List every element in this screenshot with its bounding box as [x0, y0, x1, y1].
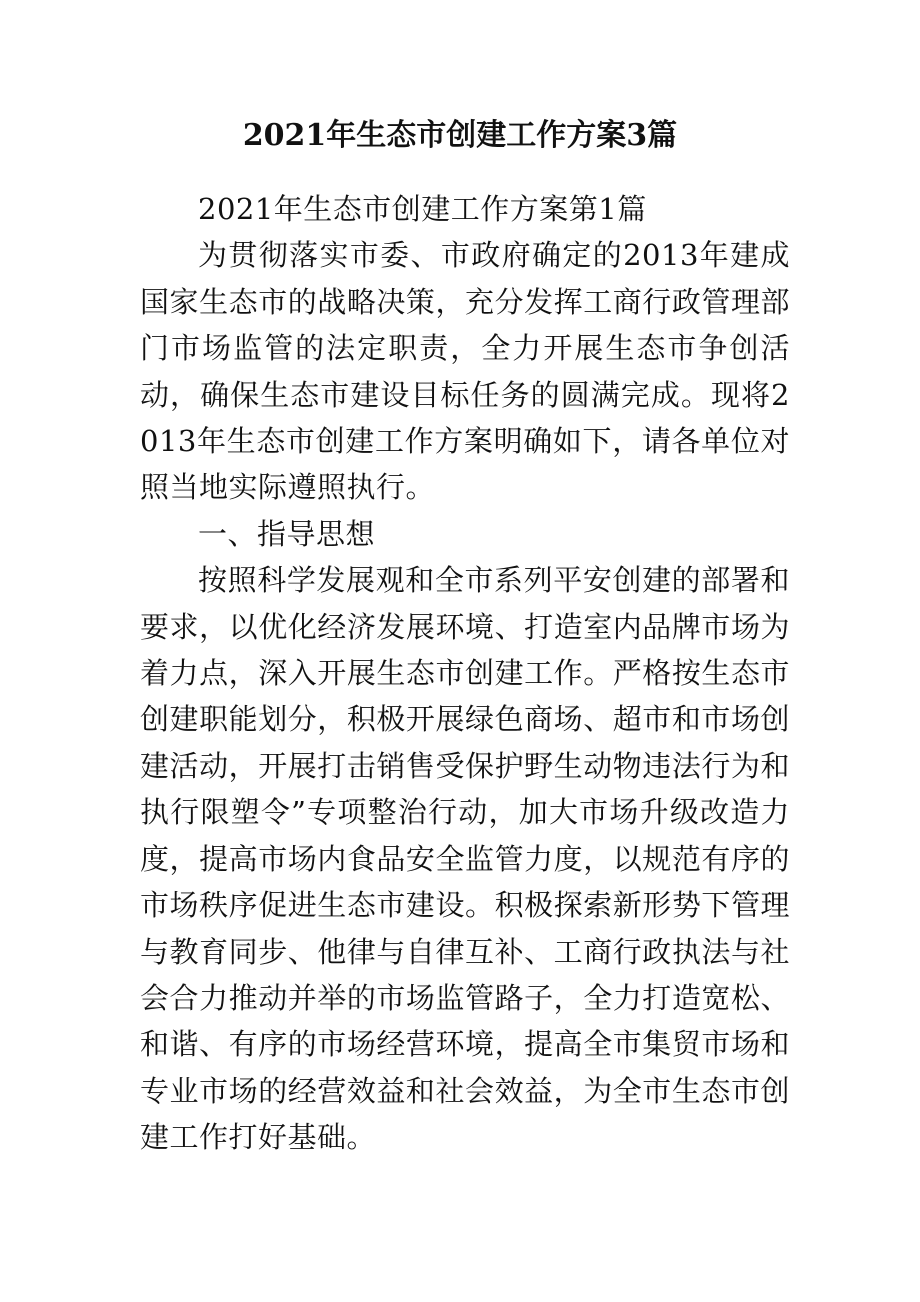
- section-heading-plan-1: 2021年生态市创建工作方案第1篇: [198, 192, 647, 226]
- intro-paragraph: 为贯彻落实市委、市政府确定的2013年建成国家生态市的战略决策，充分发挥工商行政管理部门市场监管的法定职责，全力开展生态市争创活动，确保生态市建设目标任务的圆满完成。现将2013年生态市创建工作方案明确如下，请各单位对照当地实际遵照执行。: [140, 238, 790, 505]
- guiding-ideology-paragraph: 按照科学发展观和全市系列平安创建的部署和要求，以优化经济发展环境、打造室内品牌市场为着力点，深入开展生态市创建工作。严格按生态市创建职能划分，积极开展绿色商场、超市和市场创建活动，开展打击销售受保护野生动物违法行为和执行限塑令”专项整治行动，加大市场升级改造力度，提高市场内食品安全监管力度，以规范有序的市场秩序促进生态市建设。积极探索新形势下管理与教育同步、他律与自律互补、工商行政执法与社会合力推动并举的市场监管路子，全力打造宽松、和谐、有序的市场经营环境，提高全市集贸市场和专业市场的经营效益和社会效益，为全市生态市创建工作打好基础。: [140, 563, 790, 1155]
- section-heading-guiding-ideology: 一、指导思想: [198, 516, 376, 551]
- document-title: 2021年生态市创建工作方案3篇: [242, 118, 678, 153]
- document-body: [140, 186, 790, 1161]
